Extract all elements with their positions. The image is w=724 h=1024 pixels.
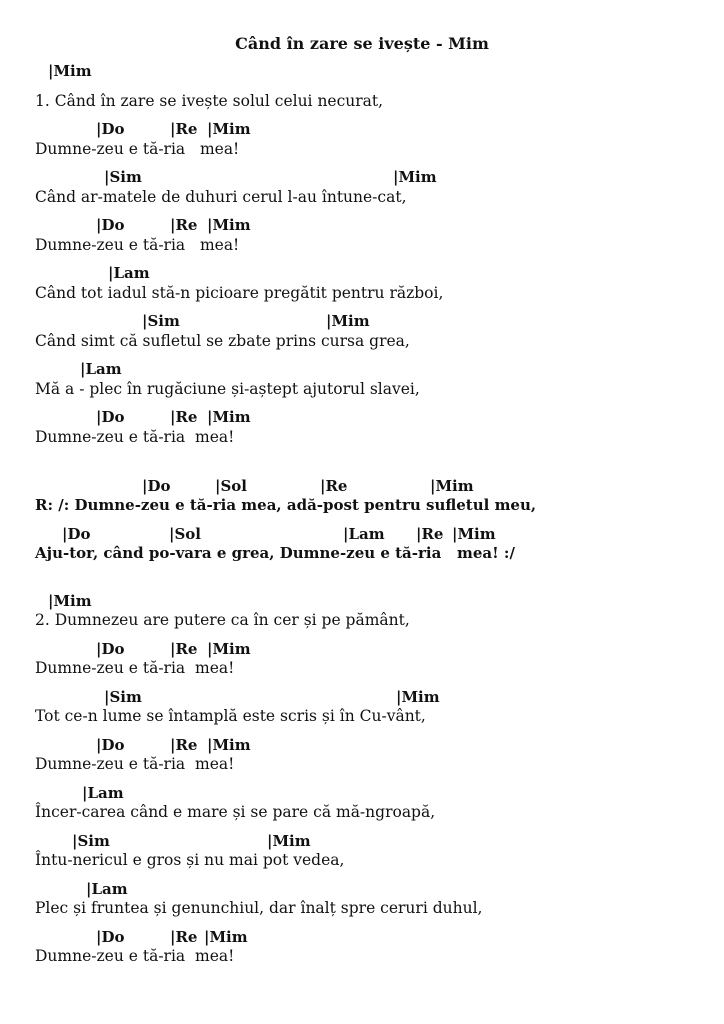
- chord: |Sim: [104, 168, 142, 186]
- lyric-line: [0, 947, 724, 969]
- chord: |Mim: [207, 216, 251, 234]
- lyric-text: Întu-nericul e gros și nu mai pot vedea,: [35, 851, 345, 869]
- chord: |Mim: [207, 640, 251, 658]
- lyric-line: [0, 236, 724, 258]
- lyric-line: [0, 140, 724, 162]
- chord: |Re: [170, 408, 198, 426]
- chord: |Do: [96, 736, 125, 754]
- lyric-line: [0, 380, 724, 402]
- chord: |Sol: [215, 477, 247, 495]
- chord: |Mim: [207, 736, 251, 754]
- chord: |Mim: [452, 525, 496, 543]
- chord: |Mim: [207, 408, 251, 426]
- chord-row: [0, 312, 724, 334]
- lyric-line: [0, 803, 724, 825]
- lyric-line: [0, 92, 724, 114]
- lyric-line: [0, 851, 724, 873]
- lyric-text: Dumne-zeu e tă-ria mea!: [35, 428, 235, 446]
- lyric-text: Dumne-zeu e tă-ria mea!: [35, 659, 235, 677]
- chord-row: [0, 168, 724, 190]
- chord: |Re: [170, 928, 198, 946]
- chord: |Do: [62, 525, 91, 543]
- lyric-text: 2. Dumnezeu are putere ca în cer și pe pământ,: [35, 611, 410, 629]
- lyric-text: Plec și fruntea și genunchiul, dar înalț spre ceruri duhul,: [35, 899, 483, 917]
- chord-row: [0, 360, 724, 382]
- chord-row: [0, 216, 724, 238]
- chord: |Do: [142, 477, 171, 495]
- chord: |Re: [170, 216, 198, 234]
- chord-row: [0, 120, 724, 142]
- lyric-text: Mă a - plec în rugăciune și-aștept ajutorul slavei,: [35, 380, 420, 398]
- chord: |Do: [96, 640, 125, 658]
- lyric-text: R: /: Dumne-zeu e tă-ria mea, adă-post pentru sufletul meu,: [35, 496, 537, 514]
- lyric-line: [0, 611, 724, 633]
- lyric-text: Când tot iadul stă-n picioare pregătit pentru război,: [35, 284, 444, 302]
- lyric-text: Dumne-zeu e tă-ria mea!: [35, 236, 240, 254]
- lyric-line: [0, 428, 724, 450]
- chord: |Re: [170, 736, 198, 754]
- lyric-text: Dumne-zeu e tă-ria mea!: [35, 140, 240, 158]
- lyric-line: [0, 707, 724, 729]
- lyric-line: [0, 659, 724, 681]
- lyric-text: Dumne-zeu e tă-ria mea!: [35, 755, 235, 773]
- chord: |Mim: [396, 688, 440, 706]
- lyric-line: [0, 332, 724, 354]
- chord: |Do: [96, 408, 125, 426]
- chord: |Lam: [82, 784, 124, 802]
- refrain-line: [0, 544, 724, 566]
- chord: |Mim: [430, 477, 474, 495]
- lyric-line: [0, 188, 724, 210]
- chord: |Sim: [142, 312, 180, 330]
- lyric-text: 1. Când în zare se ivește solul celui necurat,: [35, 92, 384, 110]
- chord: |Re: [170, 120, 198, 138]
- chord: |Mim: [207, 120, 251, 138]
- chord: |Mim: [48, 592, 92, 610]
- lyric-text: Încer-carea când e mare și se pare că mă-ngroapă,: [35, 803, 436, 821]
- chord: |Lam: [343, 525, 385, 543]
- chord: |Re: [320, 477, 348, 495]
- chord: |Re: [170, 640, 198, 658]
- chord: |Lam: [80, 360, 122, 378]
- chord: |Mim: [326, 312, 370, 330]
- lyric-text: Aju-tor, când po-vara e grea, Dumne-zeu e tă-ria mea! :/: [35, 544, 515, 562]
- chord-row: [0, 264, 724, 286]
- chord: |Do: [96, 120, 125, 138]
- chord-row: [0, 62, 724, 84]
- chord: |Mim: [48, 62, 92, 80]
- lyric-text: Tot ce-n lume se întamplă este scris și în Cu-vânt,: [35, 707, 426, 725]
- refrain-line: [0, 496, 724, 518]
- lyric-text: Când ar-matele de duhuri cerul l-au întune-cat,: [35, 188, 407, 206]
- chord: |Lam: [86, 880, 128, 898]
- chord: |Re: [416, 525, 444, 543]
- lyric-text: Când simt că sufletul se zbate prins cursa grea,: [35, 332, 410, 350]
- chord: |Mim: [267, 832, 311, 850]
- lyric-line: [0, 899, 724, 921]
- song-title: Când în zare se ivește - Mim: [235, 34, 489, 53]
- chord: |Sim: [104, 688, 142, 706]
- chord: |Sim: [72, 832, 110, 850]
- lyric-line: [0, 284, 724, 306]
- lyric-line: [0, 755, 724, 777]
- chord: |Lam: [108, 264, 150, 282]
- chord: |Sol: [169, 525, 201, 543]
- chord: |Do: [96, 216, 125, 234]
- chord-row: [0, 408, 724, 430]
- chord: |Do: [96, 928, 125, 946]
- chord: |Mim: [393, 168, 437, 186]
- lyric-text: Dumne-zeu e tă-ria mea!: [35, 947, 235, 965]
- chord: |Mim: [204, 928, 248, 946]
